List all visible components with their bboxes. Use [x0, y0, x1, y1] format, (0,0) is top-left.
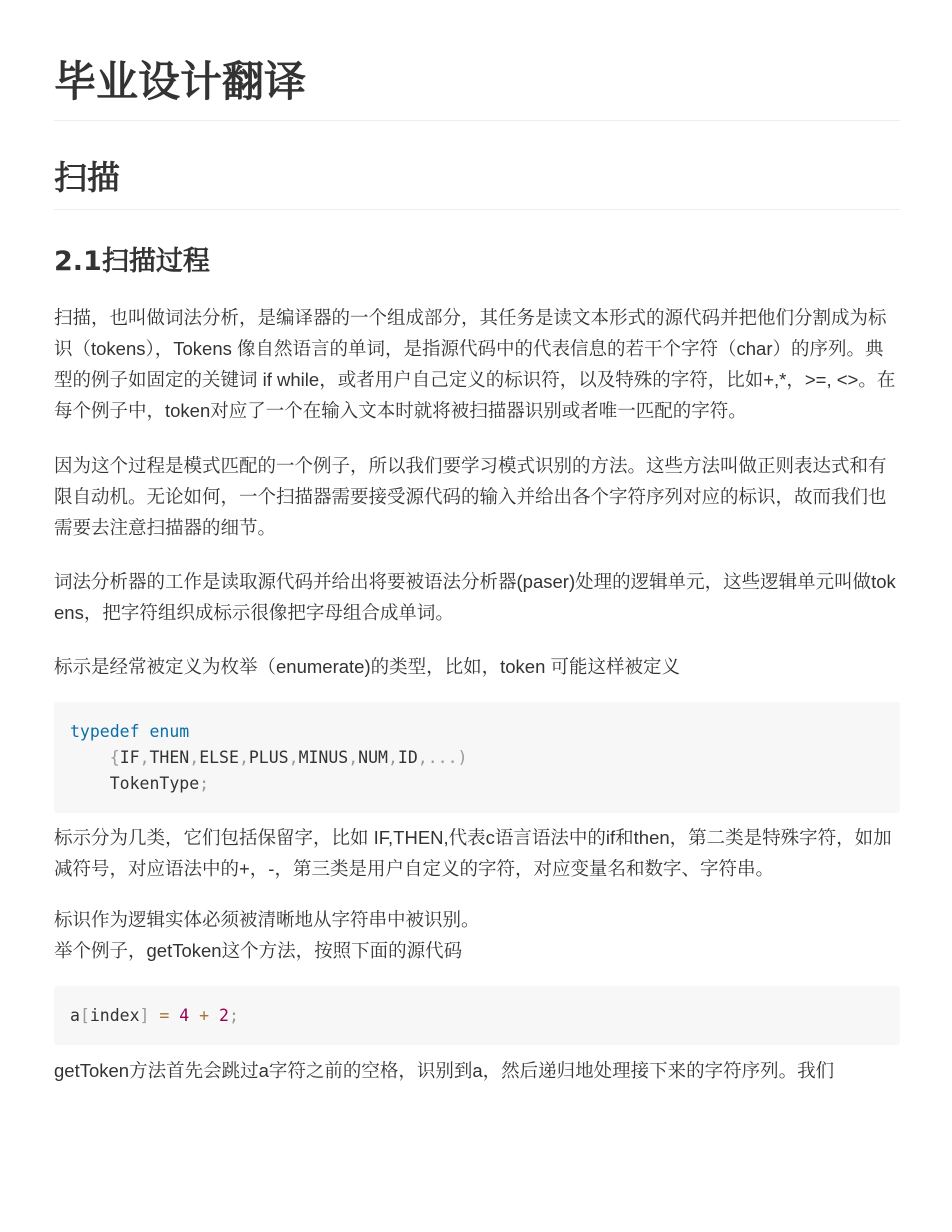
code-punctuation: , [348, 748, 359, 767]
document-page [54, 0, 900, 1086]
code-number: 4 [179, 1006, 190, 1025]
code-identifier: a [70, 1006, 80, 1025]
paragraph-line: 举个例子，getToken这个方法，按照下面的源代码 [54, 940, 463, 961]
code-punctuation: , [189, 748, 200, 767]
code-punctuation: , [288, 748, 299, 767]
code-identifier: PLUS [248, 748, 289, 767]
code-punctuation: ] [139, 1006, 150, 1025]
paragraph-gettoken-process: getToken方法首先会跳过a字符之前的空格，识别到a，然后递归地处理接下来的字符序列。我们 [54, 1060, 835, 1081]
paragraph-pattern-matching: 因为这个过程是模式匹配的一个例子，所以我们要学习模式识别的方法。这些方法叫做正则表达式和有限自动机。无论如何，一个扫描器需要接受源代码的输入并给出各个字符序列对应的标识，故而我们也需要去注意扫描器的细节。 [54, 455, 887, 538]
code-keyword: enum [149, 722, 190, 741]
code-operator: + [199, 1006, 210, 1025]
code-punctuation: , [417, 748, 428, 767]
subsection-heading: 2.1扫描过程 [54, 246, 210, 277]
code-block-typedef [54, 702, 900, 813]
paragraph-token-categories: 标示分为几类，它们包括保留字，比如 IF,THEN,代表c语言语法中的if和then，第二类是特殊字符，如加减符号，对应语法中的+，-，第三类是用户自定义的字符，对应变量名和数字、字符串。 [54, 827, 892, 879]
code-identifier: index [89, 1006, 140, 1025]
paragraph-token-identification [54, 904, 900, 966]
code-identifier: NUM [358, 748, 388, 767]
code-punctuation: { [109, 748, 120, 767]
code-identifier: ID [397, 748, 418, 767]
code-punctuation: ) [457, 748, 468, 767]
code-identifier: MINUS [298, 748, 349, 767]
code-type-name: TokenType [109, 774, 200, 793]
paragraph-line: 标识作为逻辑实体必须被清晰地从字符串中被识别。 [54, 909, 480, 930]
code-punctuation: ; [199, 774, 210, 793]
code-punctuation: , [387, 748, 398, 767]
page-title: 毕业设计翻译 [54, 0, 900, 121]
code-punctuation: , [238, 748, 249, 767]
code-identifier: THEN [149, 748, 190, 767]
code-punctuation: ; [228, 1006, 239, 1025]
code-operator: = [159, 1006, 170, 1025]
code-identifier: ELSE [199, 748, 239, 767]
paragraph-token-enum: 标示是经常被定义为枚举（enumerate)的类型，比如，token 可能这样被定义 [54, 656, 681, 677]
paragraph-scanning-intro: 扫描，也叫做词法分析，是编译器的一个组成部分，其任务是读文本形式的源代码并把他们分割成为标识（tokens），Tokens 像自然语言的单词，是指源代码中的代表信息的若干个字符（char）的序列。典型的例子如固定的关键词 if while，或者用户自己定义的标识符，以及特殊的字符，比如+,*，>=, <>。在每个例子中，token对应了一个在输入文本时就将被扫描器识别或者唯一匹配的字符。 [54, 307, 896, 421]
code-number: 2 [219, 1006, 229, 1025]
paragraph-lexer-job: 词法分析器的工作是读取源代码并给出将要被语法分析器(paser)处理的逻辑单元，这些逻辑单元叫做tokens，把字符组织成标示很像把字母组合成单词。 [54, 571, 896, 623]
code-punctuation: [ [79, 1006, 90, 1025]
code-keyword: typedef [70, 722, 140, 741]
code-identifier: IF [119, 748, 140, 767]
section-heading: 扫描 [54, 121, 900, 210]
code-punctuation: , [139, 748, 150, 767]
code-block-assignment [54, 986, 900, 1045]
code-punctuation: ... [427, 748, 458, 767]
